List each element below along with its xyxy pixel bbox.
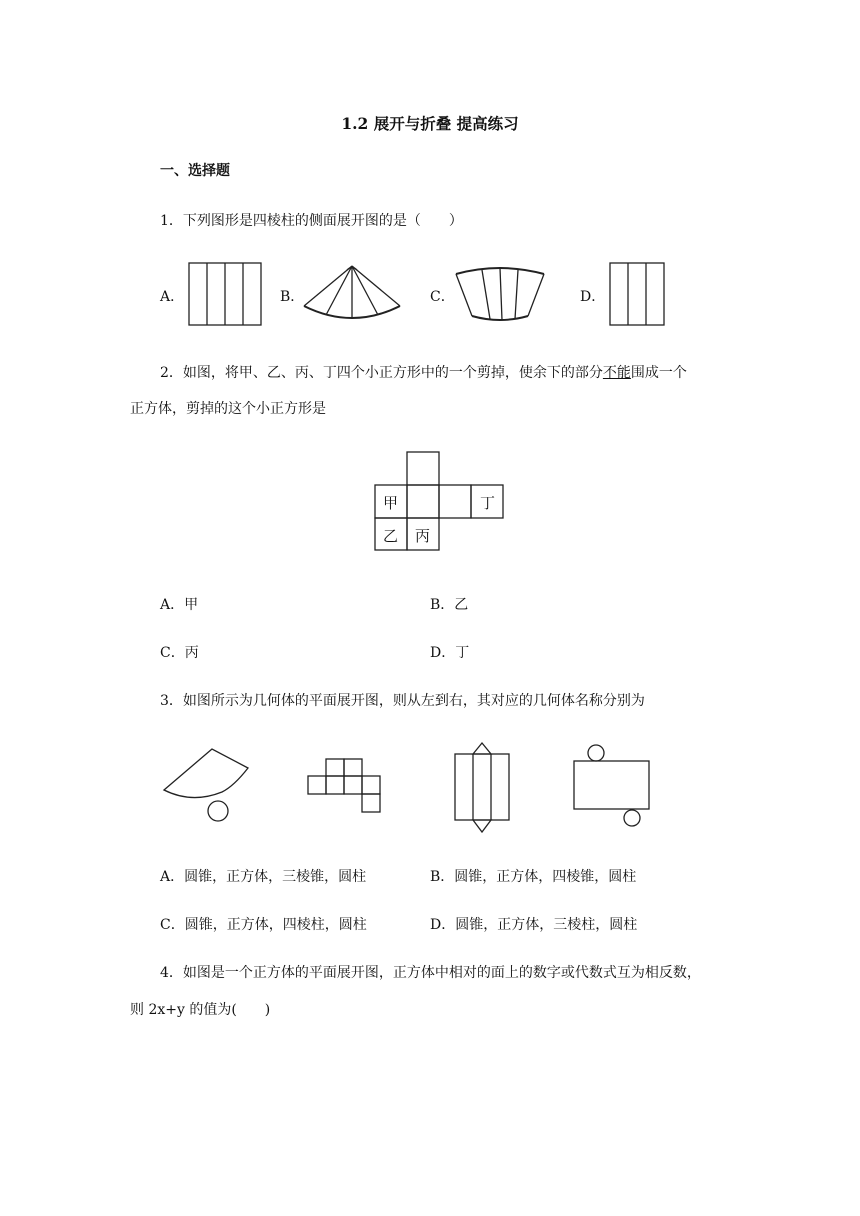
q2-option-b: B．乙	[430, 597, 469, 613]
q1-option-d-label: D．	[580, 289, 606, 305]
q1-option-d-figure	[609, 262, 665, 326]
q3-option-b: B．圆锥，正方体，四棱锥，圆柱	[430, 869, 637, 885]
q2-cell-bing: 丙	[415, 527, 431, 545]
page-title: 1.2 展开与折叠 提高练习	[341, 114, 519, 133]
q3-stem: 3．如图所示为几何体的平面展开图，则从左到右，其对应的几何体名称分别为	[160, 693, 645, 709]
q1-option-a-figure	[188, 262, 262, 326]
q4-stem-line1: 4．如图是一个正方体的平面展开图，正方体中相对的面上的数字或代数式互为相反数，	[160, 965, 701, 981]
q3-cylinder-net-figure	[572, 744, 652, 830]
q2-stem-line1	[160, 362, 687, 382]
q1-option-b-figure	[300, 264, 404, 324]
section-heading: 一、选择题	[160, 163, 230, 179]
q2-cube-net-figure	[374, 451, 506, 551]
q2-cell-jia: 甲	[383, 494, 399, 512]
q3-prism-net-figure	[451, 742, 513, 834]
q1-stem: 1．下列图形是四棱柱的侧面展开图的是（ ）	[160, 213, 463, 229]
q2-option-a: A．甲	[160, 597, 199, 613]
q1-option-c-figure	[452, 266, 548, 324]
q1-option-c-label: C．	[430, 289, 455, 305]
q2-cell-ding: 丁	[480, 494, 496, 512]
q2-stem-part1: 2．如图，将甲、乙、丙、丁四个小正方形中的一个剪掉，使余下的部分	[160, 365, 603, 381]
q2-option-c: C．丙	[160, 645, 199, 661]
q2-stem-part2: 围成一个	[630, 365, 687, 381]
q2-cell-yi: 乙	[383, 527, 399, 545]
q2-stem-line2: 正方体，剪掉的这个小正方形是	[130, 401, 326, 417]
q1-option-a-label: A．	[160, 289, 185, 305]
q4-stem-line2: 则 2x+y 的值为( )	[130, 1002, 271, 1018]
q2-option-d: D．丁	[430, 645, 470, 661]
q3-option-d: D．圆锥，正方体，三棱柱，圆柱	[430, 917, 638, 933]
q3-cube-net-figure	[307, 758, 393, 814]
q3-option-c: C．圆锥，正方体，四棱柱，圆柱	[160, 917, 367, 933]
q3-cone-net-figure	[162, 748, 250, 824]
q1-option-b-label: B．	[280, 289, 305, 305]
q2-stem-underlined: 不能	[602, 365, 631, 381]
q3-option-a: A．圆锥，正方体，三棱锥，圆柱	[160, 869, 367, 885]
